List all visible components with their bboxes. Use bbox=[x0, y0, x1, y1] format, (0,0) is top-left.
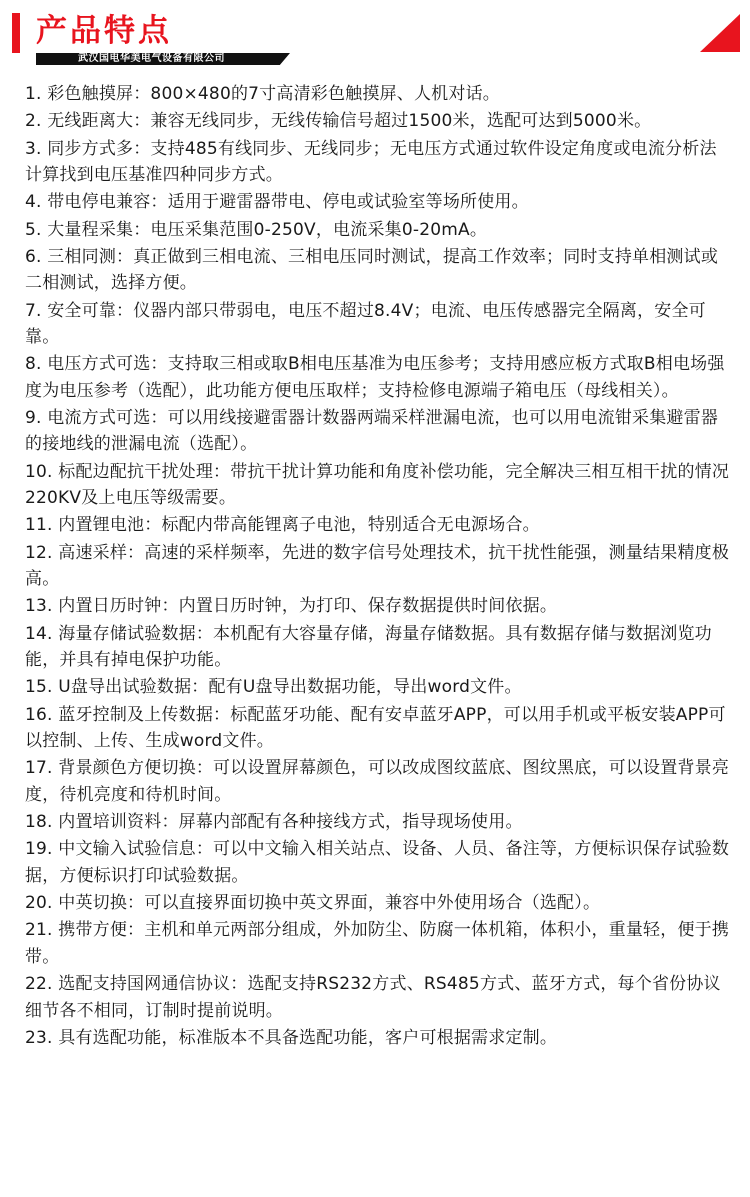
feature-item: 3. 同步方式多：支持485有线同步、无线同步；无电压方式通过软件设定角度或电流分析法计算找到电压基准四种同步方式。 bbox=[25, 138, 717, 185]
feature-item: 8. 电压方式可选：支持取三相或取B相电压基准为电压参考；支持用感应板方式取B相电场强度为电压参考（选配），此功能方便电压取样；支持检修电源端子箱电压（母线相关）。 bbox=[25, 354, 725, 401]
feature-item: 11. 内置锂电池：标配内带高能锂离子电池，特别适合无电源场合。 bbox=[25, 515, 540, 536]
feature-item: 23. 具有选配功能，标准版本不具备选配功能，客户可根据需求定制。 bbox=[25, 1027, 558, 1048]
feature-item: 20. 中英切换：可以直接界面切换中英文界面，兼容中外使用场合（选配）。 bbox=[25, 893, 601, 914]
feature-item: 19. 中文输入试验信息：可以中文输入相关站点、设备、人员、备注等，方便标识保存试验数据，方便标识打印试验数据。 bbox=[25, 839, 730, 886]
feature-item: 4. 带电停电兼容：适用于避雷器带电、停电或试验室等场所使用。 bbox=[25, 192, 529, 213]
feature-item: 22. 选配支持国网通信协议：选配支持RS232方式、RS485方式、蓝牙方式，每个省份协议细节各不相同，订制时提前说明。 bbox=[25, 974, 721, 1021]
feature-item: 17. 背景颜色方便切换：可以设置屏幕颜色，可以改成图纹蓝底、图纹黑底，可以设置背景亮度，待机亮度和待机时间。 bbox=[25, 758, 730, 805]
feature-item: 12. 高速采样：高速的采样频率，先进的数字信号处理技术，抗干扰性能强，测量结果精度极高。 bbox=[25, 542, 730, 590]
feature-item: 15. U盘导出试验数据：配有U盘导出数据功能，导出word文件。 bbox=[25, 677, 522, 698]
header-red-triangle bbox=[700, 14, 740, 52]
feature-item: 14. 海量存储试验数据：本机配有大容量存储，海量存储数据。具有数据存储与数据浏览功能，并具有掉电保护功能。 bbox=[25, 623, 712, 671]
feature-item: 2. 无线距离大：兼容无线同步，无线传输信号超过1500米，选配可达到5000米。 bbox=[25, 111, 652, 132]
feature-list bbox=[25, 81, 730, 1052]
section-title: 产品特点 bbox=[36, 13, 172, 49]
feature-item: 10. 标配边配抗干扰处理：带抗干扰计算功能和角度补偿功能，完全解决三相互相干扰的情况220KV及上电压等级需要。 bbox=[25, 461, 730, 509]
feature-item: 13. 内置日历时钟：内置日历时钟，为打印、保存数据提供时间依据。 bbox=[25, 596, 558, 617]
company-name: 武汉国电华美电气设备有限公司 bbox=[78, 53, 225, 64]
feature-item: 5. 大量程采集：电压采集范围0-250V，电流采集0-20mA。 bbox=[25, 219, 488, 240]
feature-item: 7. 安全可靠：仪器内部只带弱电，电压不超过8.4V；电流、电压传感器完全隔离，安全可靠。 bbox=[25, 300, 706, 347]
feature-item: 16. 蓝牙控制及上传数据：标配蓝牙功能、配有安卓蓝牙APP，可以用手机或平板安装APP可以控制、上传、生成word文件。 bbox=[25, 704, 726, 752]
feature-item: 6. 三相同测：真正做到三相电流、三相电压同时测试，提高工作效率；同时支持单相测试或二相测试，选择方便。 bbox=[25, 246, 719, 294]
feature-item: 9. 电流方式可选：可以用线接避雷器计数器两端采样泄漏电流，也可以用电流钳采集避雷器的接地线的泄漏电流（选配）。 bbox=[25, 408, 719, 455]
feature-item: 1. 彩色触摸屏：800×480的7寸高清彩色触摸屏、人机对话。 bbox=[25, 84, 500, 104]
feature-item: 21. 携带方便：主机和单元两部分组成，外加防尘、防腐一体机箱，体积小，重量轻，便于携带。 bbox=[25, 920, 730, 967]
feature-item: 18. 内置培训资料：屏幕内部配有各种接线方式，指导现场使用。 bbox=[25, 812, 523, 833]
section-header bbox=[0, 0, 750, 70]
header-red-bar bbox=[12, 13, 20, 53]
